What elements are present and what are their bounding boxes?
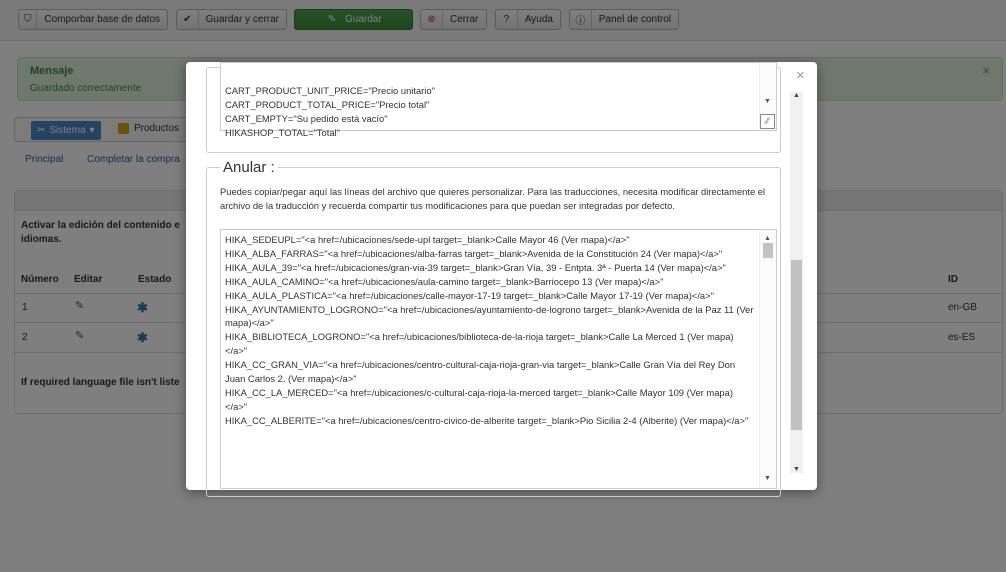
override-line: HIKA_CC_LA_MERCED="<a href=/ubicaciones/c-cultural-caja-rioja-la-merced target=_blank>Calle Mayor 109 (Ver mapa)</a>" [225,386,733,412]
override-line: HIKA_AULA_PLASTICA="<a href=/ubicaciones/calle-mayor-17-19 target=_blank>Calle Mayor 17-19 (Ver mapa)</a>" [225,289,714,301]
scroll-up-icon[interactable]: ▲ [793,92,800,99]
scroll-down-icon[interactable]: ▼ [793,466,800,473]
textarea-line: CART_EMPTY="Su pedido está vacío" [225,112,388,124]
override-line: HIKA_CC_ALBERITE="<a href=/ubicaciones/centro-civico-de-alberite target=_blank>Pio Sicilia 2-4 (Alberite) (Ver mapa)</a>" [225,414,749,426]
override-line: HIKA_SEDEUPL="<a href=/ubicaciones/sede-upl target=_blank>Calle Mayor 46 (Ver mapa)</a>" [225,234,630,245]
override-legend: Anular : [220,159,278,176]
translation-textarea[interactable] [220,62,777,138]
override-line: HIKA_AULA_CAMINO="<a href=/ubicaciones/aula-camino target=_blank>Barriocepo 13 (Ver mapa)</a>" [225,275,664,287]
modal-scrollbar[interactable] [790,92,803,473]
scroll-thumb[interactable] [791,260,802,430]
override-line: HIKA_AYUNTAMIENTO_LOGRONO="<a href=/ubicaciones/ayuntamiento-de-logrono target=_blank>Avenida de la Paz 11 (Ver mapa)</a>" [225,303,757,329]
textarea-line: HIKASHOP_TOTAL="Total" [225,126,340,138]
scroll-down-icon[interactable]: ▼ [764,98,771,106]
override-line: HIKA_CC_GRAN_VIA="<a href=/ubicaciones/centro-cultural-caja-rioja-gran-via target=_blank>Calle Gran Vía del Rey Don Juan Carlos 2. (Ver mapa)</a>" [225,359,738,385]
override-line: HIKA_BIBLIOTECA_LOGRONO="<a href=/ubicaciones/biblioteca-de-la-rioja target=_blank>Calle La Merced 1 (Ver mapa)</a>" [225,331,734,357]
scroll-up-icon[interactable]: ▲ [764,235,771,242]
modal-body [186,85,791,483]
resize-handle-icon[interactable]: ⁄⁄ [760,114,775,129]
override-scrollbar[interactable] [759,230,776,488]
scroll-down-icon[interactable]: ▼ [764,475,771,483]
translation-modal [186,62,817,490]
override-description: Puedes copiar/pegar aquí las líneas del archivo que quieres personalizar. Para las traducciones, necesita modificar directamente el archivo de la traducción y recuerda compartir tus modificaciones para que puedan ser integradas por defecto. [220,186,766,211]
override-line: HIKA_ALBA_FARRAS="<a href=/ubicaciones/alba-farras target=_blank>Avenida de la Constitución 24 (Ver mapa)</a>" [225,247,723,259]
close-icon[interactable]: × [796,67,805,84]
override-textarea[interactable] [220,229,777,489]
textarea-line: CART_PRODUCT_UNIT_PRICE="Precio unitario" [225,85,435,96]
scroll-thumb[interactable] [763,243,773,258]
override-line: HIKA_AULA_39="<a href=/ubicaciones/gran-via-39 target=_blank>Gran Vía, 39 - Entpta. 3ª - Puerta 14 (Ver mapa)</a>" [225,261,726,273]
textarea-line: CART_PRODUCT_TOTAL_PRICE="Precio total" [225,98,430,110]
